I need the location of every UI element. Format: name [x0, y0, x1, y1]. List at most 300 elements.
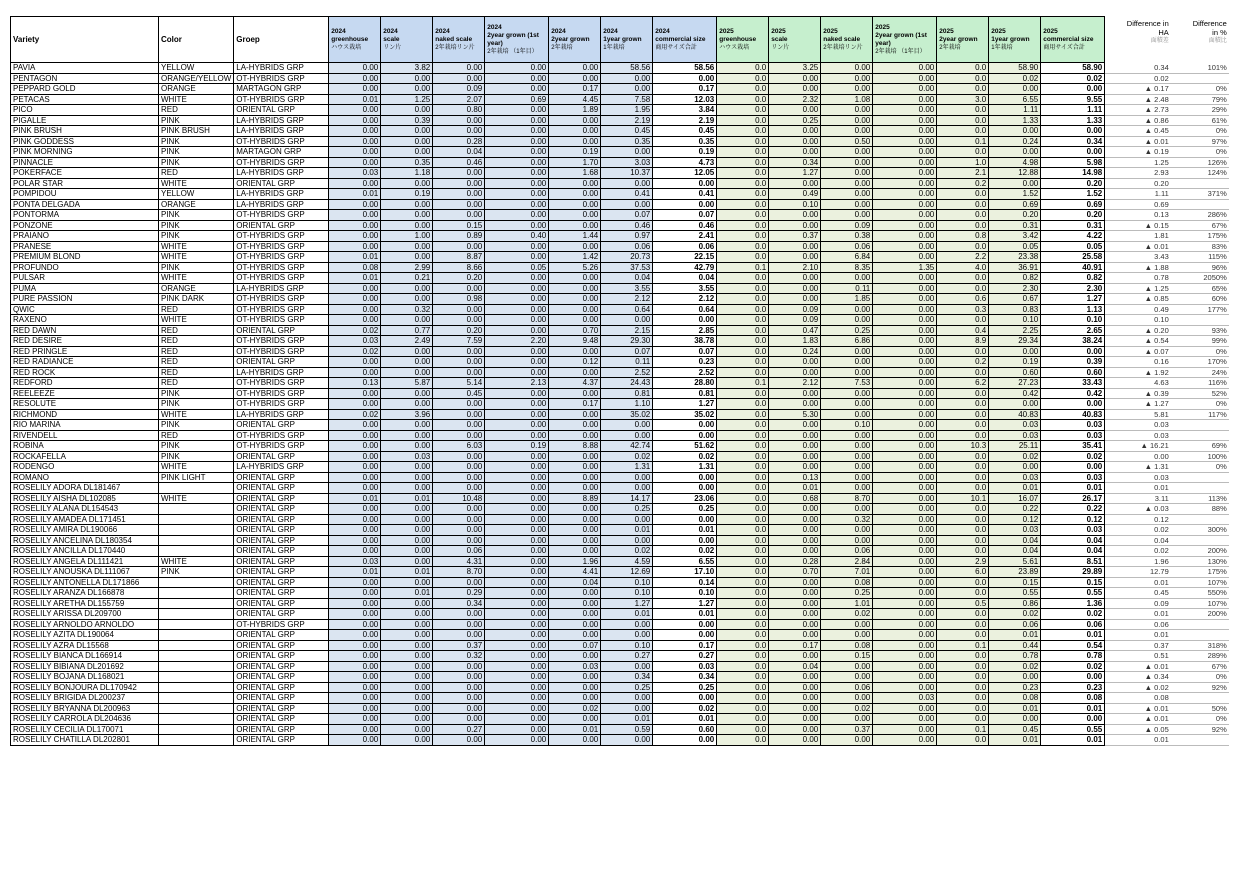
cell-2024-2year-1st: 0.00 [485, 535, 549, 546]
cell-color: PINK [159, 567, 234, 578]
cell-2024-2year: 0.00 [549, 73, 601, 84]
cell-2024-1year: 0.00 [601, 619, 653, 630]
cell-2024-2year: 0.70 [549, 325, 601, 336]
cell-2025-greenhouse: 0.0 [717, 357, 769, 368]
cell-2024-commercial: 0.45 [653, 126, 717, 137]
cell-2024-commercial: 6.55 [653, 556, 717, 567]
cell-2024-commercial: 0.00 [653, 420, 717, 431]
cell-2024-scale: 0.00 [381, 105, 433, 116]
cell-variety: ROSELILY ANCELINA DL180354 [11, 535, 159, 546]
cell-2024-1year: 0.00 [601, 199, 653, 210]
cell-2025-scale: 0.13 [769, 472, 821, 483]
table-row [11, 126, 1229, 137]
cell-2025-2year: 10.1 [937, 493, 989, 504]
cell-variety: ROSELILY ARANZA DL166878 [11, 588, 159, 599]
cell-diff-ha: 1.81 [1105, 231, 1171, 242]
cell-2024-2year-1st: 2.20 [485, 336, 549, 347]
cell-2025-greenhouse: 0.0 [717, 567, 769, 578]
cell-2024-2year: 0.00 [549, 367, 601, 378]
header-diff-ha: Difference in HA 面積差 [1105, 17, 1171, 63]
cell-diff-ha: 0.08 [1105, 693, 1171, 704]
cell-2025-1year: 0.10 [989, 315, 1041, 326]
cell-2025-naked-scale: 0.06 [821, 682, 873, 693]
cell-2025-2year: 0.0 [937, 210, 989, 221]
cell-2024-2year-1st: 0.40 [485, 231, 549, 242]
cell-2025-commercial: 5.98 [1041, 157, 1105, 168]
cell-2025-naked-scale: 0.15 [821, 651, 873, 662]
cell-2025-2year: 1.0 [937, 157, 989, 168]
cell-2024-2year-1st: 0.00 [485, 273, 549, 284]
cell-2024-naked-scale: 4.31 [433, 556, 485, 567]
cell-diff-ha: 0.01 [1105, 609, 1171, 620]
cell-2025-scale: 1.27 [769, 168, 821, 179]
cell-variety: ROSELILY BONJOURA DL170942 [11, 682, 159, 693]
cell-groep: OT-HYBRIDS GRP [234, 388, 329, 399]
cell-2024-naked-scale: 0.00 [433, 399, 485, 410]
cell-2024-2year-1st: 0.00 [485, 567, 549, 578]
cell-2025-2year: 0.0 [937, 651, 989, 662]
cell-2025-scale: 0.01 [769, 483, 821, 494]
cell-2025-2year-1st: 0.00 [873, 546, 937, 557]
cell-2025-scale: 0.00 [769, 630, 821, 641]
cell-2025-naked-scale: 0.00 [821, 661, 873, 672]
cell-groep: OT-HYBRIDS GRP [234, 441, 329, 452]
cell-2025-greenhouse: 0.0 [717, 588, 769, 599]
cell-2024-2year-1st: 0.00 [485, 546, 549, 557]
table-row [11, 283, 1229, 294]
cell-2024-1year: 1.10 [601, 399, 653, 410]
table-row [11, 651, 1229, 662]
cell-2025-2year: 0.0 [937, 147, 989, 158]
cell-2024-greenhouse: 0.00 [329, 577, 381, 588]
cell-2024-greenhouse: 0.00 [329, 126, 381, 137]
cell-2025-1year: 0.00 [989, 84, 1041, 95]
cell-2025-naked-scale: 0.38 [821, 231, 873, 242]
cell-2024-scale: 0.00 [381, 346, 433, 357]
cell-2024-naked-scale: 0.00 [433, 241, 485, 252]
cell-2025-greenhouse: 0.0 [717, 483, 769, 494]
cell-color: RED [159, 378, 234, 389]
cell-2024-greenhouse: 0.00 [329, 640, 381, 651]
cell-2024-2year: 0.00 [549, 472, 601, 483]
cell-2025-1year: 0.00 [989, 462, 1041, 473]
cell-2025-naked-scale: 0.37 [821, 724, 873, 735]
cell-diff-pct [1171, 315, 1229, 326]
cell-variety: RICHMOND [11, 409, 159, 420]
cell-2025-2year-1st: 0.00 [873, 462, 937, 473]
cell-variety: ROSELILY AMIRA DL190066 [11, 525, 159, 536]
cell-2024-commercial: 0.00 [653, 472, 717, 483]
cell-diff-pct [1171, 483, 1229, 494]
cell-2025-2year-1st: 0.00 [873, 714, 937, 725]
cell-2024-2year: 0.07 [549, 640, 601, 651]
cell-2025-2year: 0.0 [937, 73, 989, 84]
cell-2025-2year: 6.2 [937, 378, 989, 389]
cell-diff-pct: 0% [1171, 399, 1229, 410]
cell-2024-naked-scale: 8.87 [433, 252, 485, 263]
cell-2025-2year: 6.0 [937, 567, 989, 578]
cell-diff-pct: 67% [1171, 661, 1229, 672]
cell-color: PINK [159, 451, 234, 462]
cell-diff-ha: 5.81 [1105, 409, 1171, 420]
cell-groep: OT-HYBRIDS GRP [234, 294, 329, 305]
cell-2025-2year: 0.0 [937, 409, 989, 420]
cell-2025-2year-1st: 0.00 [873, 630, 937, 641]
cell-2025-1year: 0.03 [989, 430, 1041, 441]
cell-2024-2year-1st: 0.00 [485, 73, 549, 84]
cell-2024-scale: 0.21 [381, 273, 433, 284]
header-2024-commercial: 2024 commercial size 商用サイズ合計 [653, 17, 717, 63]
table-row [11, 105, 1229, 116]
cell-2024-greenhouse: 0.03 [329, 556, 381, 567]
cell-2025-greenhouse: 0.0 [717, 283, 769, 294]
cell-2024-1year: 0.00 [601, 315, 653, 326]
cell-2025-commercial: 0.69 [1041, 199, 1105, 210]
cell-2024-2year-1st: 0.00 [485, 325, 549, 336]
cell-diff-ha: 0.02 [1105, 73, 1171, 84]
cell-2025-2year: 0.0 [937, 241, 989, 252]
cell-groep: OT-HYBRIDS GRP [234, 304, 329, 315]
cell-variety: ROSELILY AZRA DL15568 [11, 640, 159, 651]
cell-2024-greenhouse: 0.00 [329, 283, 381, 294]
cell-2024-2year: 0.00 [549, 714, 601, 725]
cell-2024-1year: 14.17 [601, 493, 653, 504]
cell-2024-commercial: 0.00 [653, 73, 717, 84]
cell-diff-pct: 60% [1171, 294, 1229, 305]
cell-2025-2year: 0.1 [937, 640, 989, 651]
cell-variety: PUMA [11, 283, 159, 294]
cell-2025-scale: 0.00 [769, 693, 821, 704]
cell-groep: MARTAGON GRP [234, 84, 329, 95]
cell-groep: ORIENTAL GRP [234, 472, 329, 483]
cell-2024-commercial: 3.84 [653, 105, 717, 116]
cell-2025-commercial: 0.55 [1041, 588, 1105, 599]
cell-2024-2year-1st: 0.00 [485, 493, 549, 504]
cell-2024-2year-1st: 0.00 [485, 294, 549, 305]
cell-diff-pct: 96% [1171, 262, 1229, 273]
cell-2025-commercial: 0.02 [1041, 451, 1105, 462]
cell-2024-greenhouse: 0.00 [329, 441, 381, 452]
cell-2025-1year: 0.69 [989, 199, 1041, 210]
cell-2025-commercial: 0.05 [1041, 241, 1105, 252]
cell-color [159, 735, 234, 746]
cell-2024-2year-1st: 0.69 [485, 94, 549, 105]
cell-2025-2year: 0.0 [937, 189, 989, 200]
cell-2024-commercial: 0.00 [653, 315, 717, 326]
cell-2025-naked-scale: 0.00 [821, 105, 873, 116]
cell-diff-ha: ▲ 16.21 [1105, 441, 1171, 452]
cell-groep: ORIENTAL GRP [234, 588, 329, 599]
cell-2024-greenhouse: 0.00 [329, 210, 381, 221]
cell-2024-greenhouse: 0.00 [329, 367, 381, 378]
cell-2025-1year: 23.89 [989, 567, 1041, 578]
cell-2024-commercial: 0.00 [653, 430, 717, 441]
cell-color [159, 651, 234, 662]
cell-2024-naked-scale: 0.00 [433, 619, 485, 630]
cell-2025-2year: 0.0 [937, 514, 989, 525]
cell-2024-2year-1st: 0.00 [485, 735, 549, 746]
table-row [11, 147, 1229, 158]
cell-2024-1year: 0.07 [601, 346, 653, 357]
cell-2024-commercial: 12.03 [653, 94, 717, 105]
cell-2024-2year-1st: 0.00 [485, 115, 549, 126]
cell-2025-1year: 1.33 [989, 115, 1041, 126]
cell-diff-pct: 130% [1171, 556, 1229, 567]
cell-variety: PINK MORNING [11, 147, 159, 158]
cell-color [159, 483, 234, 494]
cell-2024-commercial: 0.41 [653, 189, 717, 200]
cell-2025-naked-scale: 8.70 [821, 493, 873, 504]
cell-2024-naked-scale: 0.00 [433, 714, 485, 725]
cell-2024-naked-scale: 0.00 [433, 357, 485, 368]
cell-2025-greenhouse: 0.1 [717, 262, 769, 273]
lily-variety-table [10, 16, 1229, 746]
cell-diff-ha: ▲ 0.17 [1105, 84, 1171, 95]
cell-groep: ORIENTAL GRP [234, 546, 329, 557]
cell-color: WHITE [159, 409, 234, 420]
cell-2024-2year: 4.41 [549, 567, 601, 578]
cell-diff-pct: 126% [1171, 157, 1229, 168]
cell-2024-2year-1st: 0.00 [485, 199, 549, 210]
table-row [11, 220, 1229, 231]
cell-groep: OT-HYBRIDS GRP [234, 315, 329, 326]
cell-2025-greenhouse: 0.0 [717, 126, 769, 137]
cell-2025-commercial: 0.00 [1041, 84, 1105, 95]
cell-2024-2year: 0.00 [549, 546, 601, 557]
cell-diff-pct: 117% [1171, 409, 1229, 420]
cell-2025-commercial: 0.12 [1041, 514, 1105, 525]
cell-2025-2year-1st: 0.00 [873, 157, 937, 168]
cell-2024-1year: 0.01 [601, 525, 653, 536]
cell-variety: RED RADIANCE [11, 357, 159, 368]
cell-2025-naked-scale: 0.00 [821, 735, 873, 746]
cell-2025-naked-scale: 6.84 [821, 252, 873, 263]
cell-variety: RIVENDELL [11, 430, 159, 441]
cell-2025-naked-scale: 0.00 [821, 451, 873, 462]
cell-color: YELLOW [159, 189, 234, 200]
cell-2024-greenhouse: 0.00 [329, 399, 381, 410]
cell-diff-ha: 1.96 [1105, 556, 1171, 567]
cell-2025-1year: 4.98 [989, 157, 1041, 168]
cell-2025-greenhouse: 0.0 [717, 640, 769, 651]
cell-2025-naked-scale: 1.85 [821, 294, 873, 305]
cell-2024-naked-scale: 0.20 [433, 273, 485, 284]
cell-2025-commercial: 0.00 [1041, 672, 1105, 683]
cell-2024-1year: 0.00 [601, 420, 653, 431]
cell-2024-greenhouse: 0.00 [329, 231, 381, 242]
cell-variety: ROSELILY AISHA DL102085 [11, 493, 159, 504]
cell-2025-1year: 0.00 [989, 346, 1041, 357]
cell-2025-greenhouse: 0.0 [717, 703, 769, 714]
cell-2024-scale: 1.18 [381, 168, 433, 179]
cell-2025-scale: 0.24 [769, 346, 821, 357]
cell-2025-2year: 0.0 [937, 273, 989, 284]
cell-color [159, 504, 234, 515]
cell-2024-1year: 2.12 [601, 294, 653, 305]
cell-2024-scale: 0.00 [381, 84, 433, 95]
table-row [11, 567, 1229, 578]
cell-2024-1year: 0.00 [601, 693, 653, 704]
cell-2024-naked-scale: 0.00 [433, 462, 485, 473]
cell-2025-commercial: 0.04 [1041, 546, 1105, 557]
cell-groep: OT-HYBRIDS GRP [234, 399, 329, 410]
cell-2024-2year-1st: 0.00 [485, 483, 549, 494]
cell-2024-scale: 0.00 [381, 220, 433, 231]
cell-2025-1year: 0.15 [989, 577, 1041, 588]
cell-2025-2year-1st: 0.00 [873, 567, 937, 578]
cell-groep: OT-HYBRIDS GRP [234, 210, 329, 221]
cell-2025-1year: 0.02 [989, 661, 1041, 672]
cell-2024-1year: 12.69 [601, 567, 653, 578]
cell-variety: PICO [11, 105, 159, 116]
cell-2025-commercial: 0.06 [1041, 619, 1105, 630]
cell-2024-commercial: 0.46 [653, 220, 717, 231]
cell-variety: ROCKAFELLA [11, 451, 159, 462]
cell-2024-2year: 0.00 [549, 619, 601, 630]
cell-2025-2year-1st: 0.00 [873, 577, 937, 588]
cell-variety: PINK GODDESS [11, 136, 159, 147]
cell-2024-2year-1st: 2.13 [485, 378, 549, 389]
cell-2024-2year: 0.00 [549, 588, 601, 599]
cell-2025-naked-scale: 0.00 [821, 315, 873, 326]
cell-2024-greenhouse: 0.00 [329, 84, 381, 95]
cell-2024-scale: 0.00 [381, 420, 433, 431]
cell-2024-scale: 0.00 [381, 577, 433, 588]
cell-2025-naked-scale: 0.00 [821, 178, 873, 189]
cell-2024-2year: 0.00 [549, 535, 601, 546]
cell-2025-commercial: 25.58 [1041, 252, 1105, 263]
cell-color: PINK [159, 388, 234, 399]
cell-color: RED [159, 357, 234, 368]
cell-2025-2year-1st: 0.00 [873, 315, 937, 326]
cell-2024-greenhouse: 0.00 [329, 535, 381, 546]
cell-2025-2year: 0.0 [937, 535, 989, 546]
cell-2024-scale: 5.87 [381, 378, 433, 389]
cell-2025-greenhouse: 0.0 [717, 672, 769, 683]
cell-color: RED [159, 346, 234, 357]
cell-2025-2year: 0.0 [937, 283, 989, 294]
cell-2025-commercial: 0.34 [1041, 136, 1105, 147]
cell-groep: OT-HYBRIDS GRP [234, 619, 329, 630]
cell-2024-2year: 0.00 [549, 388, 601, 399]
cell-diff-ha: 1.11 [1105, 189, 1171, 200]
cell-2025-2year-1st: 0.00 [873, 619, 937, 630]
cell-2025-scale: 0.00 [769, 84, 821, 95]
cell-2024-scale: 1.00 [381, 231, 433, 242]
cell-color: PINK BRUSH [159, 126, 234, 137]
cell-2025-1year: 3.42 [989, 231, 1041, 242]
cell-2025-1year: 5.61 [989, 556, 1041, 567]
cell-2025-commercial: 0.31 [1041, 220, 1105, 231]
cell-diff-pct: 50% [1171, 703, 1229, 714]
cell-2024-naked-scale: 8.70 [433, 567, 485, 578]
cell-variety: ROSELILY ADORA DL181467 [11, 483, 159, 494]
cell-2024-1year: 3.03 [601, 157, 653, 168]
cell-2025-1year: 0.31 [989, 220, 1041, 231]
cell-2024-greenhouse: 0.00 [329, 514, 381, 525]
cell-2024-naked-scale: 7.59 [433, 336, 485, 347]
cell-2024-2year: 0.00 [549, 283, 601, 294]
cell-diff-ha: ▲ 0.39 [1105, 388, 1171, 399]
cell-diff-pct: 0% [1171, 126, 1229, 137]
cell-2024-2year-1st: 0.00 [485, 714, 549, 725]
cell-2025-commercial: 35.41 [1041, 441, 1105, 452]
cell-2025-greenhouse: 0.0 [717, 451, 769, 462]
cell-2025-naked-scale: 0.02 [821, 703, 873, 714]
cell-groep: ORIENTAL GRP [234, 609, 329, 620]
cell-2025-naked-scale: 0.00 [821, 483, 873, 494]
cell-diff-pct: 286% [1171, 210, 1229, 221]
cell-2024-2year-1st: 0.00 [485, 672, 549, 683]
cell-2025-naked-scale: 0.50 [821, 136, 873, 147]
cell-2024-commercial: 0.25 [653, 504, 717, 515]
cell-groep: ORIENTAL GRP [234, 735, 329, 746]
cell-groep: ORIENTAL GRP [234, 556, 329, 567]
cell-2025-scale: 0.00 [769, 294, 821, 305]
table-row [11, 199, 1229, 210]
cell-2024-commercial: 0.19 [653, 147, 717, 158]
cell-2025-2year: 0.2 [937, 357, 989, 368]
cell-2024-commercial: 0.00 [653, 535, 717, 546]
cell-2025-scale: 0.00 [769, 588, 821, 599]
cell-2024-scale: 0.00 [381, 672, 433, 683]
cell-2025-2year: 0.0 [937, 315, 989, 326]
cell-2025-2year-1st: 0.00 [873, 357, 937, 368]
header-variety: Variety [11, 17, 159, 63]
cell-variety: PONTA DELGADA [11, 199, 159, 210]
cell-2024-commercial: 0.25 [653, 682, 717, 693]
cell-2025-naked-scale: 7.01 [821, 567, 873, 578]
cell-diff-ha: 4.63 [1105, 378, 1171, 389]
cell-2024-2year-1st: 0.00 [485, 220, 549, 231]
cell-2025-scale: 0.00 [769, 546, 821, 557]
cell-groep: OT-HYBRIDS GRP [234, 252, 329, 263]
cell-2025-commercial: 9.55 [1041, 94, 1105, 105]
cell-2025-scale: 0.00 [769, 399, 821, 410]
cell-2025-2year-1st: 0.00 [873, 178, 937, 189]
cell-2025-2year-1st: 0.00 [873, 598, 937, 609]
cell-2024-naked-scale: 0.00 [433, 735, 485, 746]
cell-variety: POKERFACE [11, 168, 159, 179]
cell-2025-commercial: 1.36 [1041, 598, 1105, 609]
cell-2024-scale: 0.03 [381, 451, 433, 462]
table-row [11, 703, 1229, 714]
cell-2025-2year: 10.3 [937, 441, 989, 452]
table-row [11, 157, 1229, 168]
table-row [11, 241, 1229, 252]
cell-2025-2year: 0.1 [937, 724, 989, 735]
cell-2025-naked-scale: 0.00 [821, 304, 873, 315]
cell-2024-greenhouse: 0.02 [329, 409, 381, 420]
cell-variety: PONZONE [11, 220, 159, 231]
cell-2025-scale: 0.00 [769, 420, 821, 431]
cell-2025-commercial: 0.01 [1041, 735, 1105, 746]
cell-groep: LA-HYBRIDS GRP [234, 283, 329, 294]
cell-2025-commercial: 0.03 [1041, 525, 1105, 536]
cell-color: PINK [159, 231, 234, 242]
cell-2025-scale: 0.00 [769, 441, 821, 452]
cell-diff-ha: 0.49 [1105, 304, 1171, 315]
cell-diff-ha: 1.25 [1105, 157, 1171, 168]
cell-2025-commercial: 0.78 [1041, 651, 1105, 662]
cell-variety: RODENGO [11, 462, 159, 473]
cell-2025-naked-scale: 0.11 [821, 283, 873, 294]
cell-2024-2year-1st: 0.00 [485, 399, 549, 410]
cell-2024-naked-scale: 0.89 [433, 231, 485, 242]
cell-2025-scale: 0.00 [769, 210, 821, 221]
cell-color [159, 577, 234, 588]
cell-2025-1year: 6.55 [989, 94, 1041, 105]
